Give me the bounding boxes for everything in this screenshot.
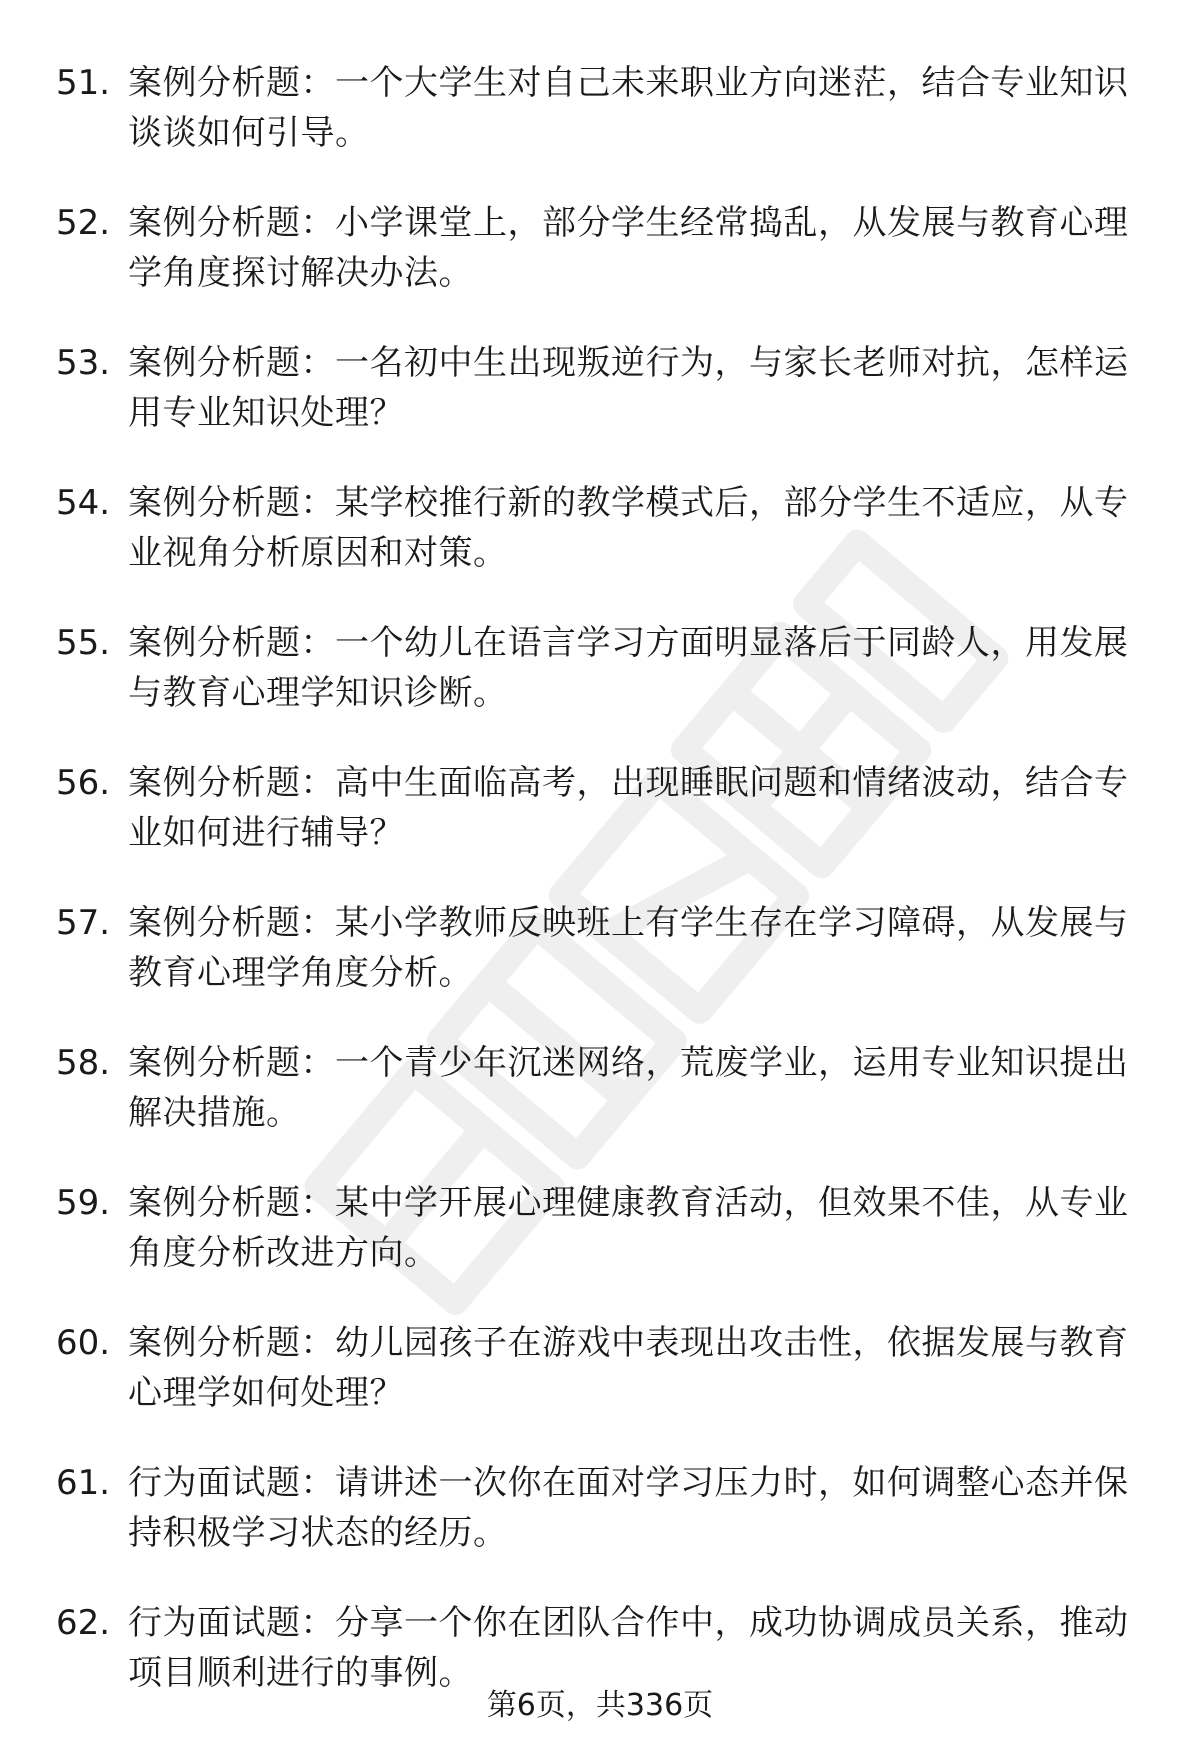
question-number: 59.: [56, 1183, 111, 1223]
question-item: [56, 338, 1136, 438]
question-text: 案例分析题：一个大学生对自己未来职业方向迷茫，结合专业知识谈谈如何引导。: [128, 63, 1129, 153]
question-list: [56, 58, 1136, 1738]
question-item: [56, 58, 1136, 158]
question-number: 58.: [56, 1043, 111, 1083]
question-text: 案例分析题：某小学教师反映班上有学生存在学习障碍，从发展与教育心理学角度分析。: [128, 903, 1129, 993]
question-number: 60.: [56, 1323, 111, 1363]
question-number: 51.: [56, 63, 111, 103]
question-number: 55.: [56, 623, 111, 663]
question-number: 61.: [56, 1463, 111, 1503]
question-item: [56, 1598, 1136, 1698]
question-text: 案例分析题：某学校推行新的教学模式后，部分学生不适应，从专业视角分析原因和对策。: [128, 483, 1129, 573]
question-item: [56, 478, 1136, 578]
question-text: 案例分析题：一名初中生出现叛逆行为，与家长老师对抗，怎样运用专业知识处理？: [128, 343, 1129, 433]
question-item: [56, 898, 1136, 998]
question-number: 57.: [56, 903, 111, 943]
question-text: 案例分析题：小学课堂上，部分学生经常捣乱，从发展与教育心理学角度探讨解决办法。: [128, 203, 1129, 293]
question-text: 案例分析题：一个幼儿在语言学习方面明显落后于同龄人，用发展与教育心理学知识诊断。: [128, 623, 1129, 713]
question-number: 53.: [56, 343, 111, 383]
question-text: 行为面试题：分享一个你在团队合作中，成功协调成员关系，推动项目顺利进行的事例。: [128, 1603, 1129, 1693]
page-footer: [0, 1686, 1200, 1726]
question-item: [56, 758, 1136, 858]
question-item: [56, 1178, 1136, 1278]
question-number: 52.: [56, 203, 111, 243]
question-text: 案例分析题：高中生面临高考，出现睡眠问题和情绪波动，结合专业如何进行辅导？: [128, 763, 1129, 853]
question-text: 案例分析题：幼儿园孩子在游戏中表现出攻击性，依据发展与教育心理学如何处理？: [128, 1323, 1129, 1413]
question-number: 56.: [56, 763, 111, 803]
question-number: 54.: [56, 483, 111, 523]
question-text: 案例分析题：一个青少年沉迷网络，荒废学业，运用专业知识提出解决措施。: [128, 1043, 1129, 1133]
question-item: [56, 618, 1136, 718]
question-number: 62.: [56, 1603, 111, 1643]
question-item: [56, 198, 1136, 298]
question-text: 行为面试题：请讲述一次你在面对学习压力时，如何调整心态并保持积极学习状态的经历。: [128, 1463, 1129, 1553]
question-item: [56, 1458, 1136, 1558]
question-item: [56, 1318, 1136, 1418]
page-number-label: 第6页，共336页: [486, 1688, 714, 1723]
question-item: [56, 1038, 1136, 1138]
question-text: 案例分析题：某中学开展心理健康教育活动，但效果不佳，从专业角度分析改进方向。: [128, 1183, 1129, 1273]
